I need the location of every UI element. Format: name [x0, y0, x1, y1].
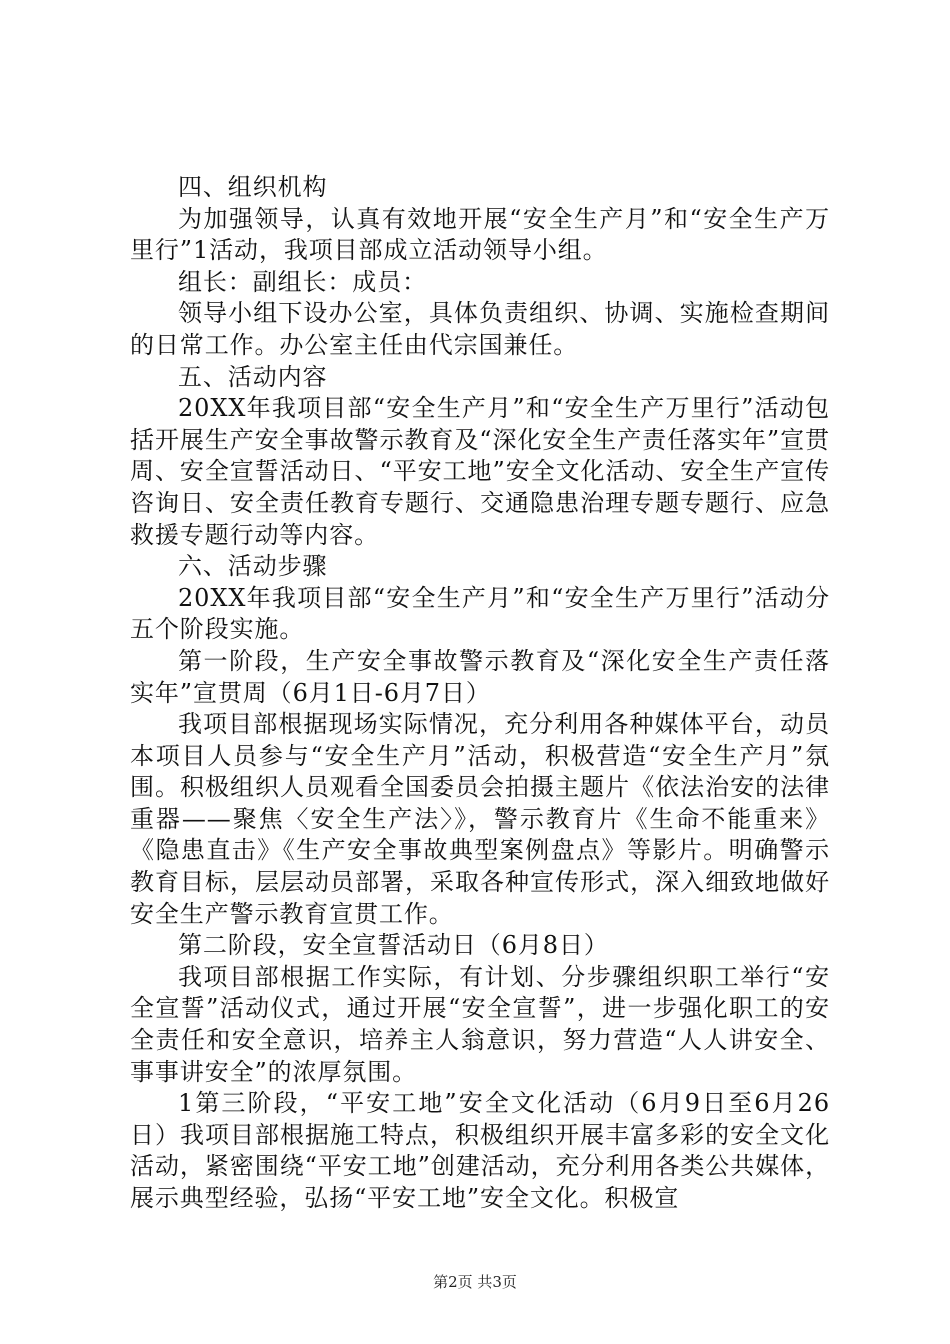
stage-heading-1: 第一阶段，生产安全事故警示教育及“深化安全生产责任落实年”宣贯周（6月1日-6月7日）: [130, 646, 830, 707]
paragraph: 为加强领导，认真有效地开展“安全生产月”和“安全生产万里行”1活动，我项目部成立活动领导小组。: [130, 204, 830, 265]
section-heading-organization: 四、组织机构: [178, 173, 328, 201]
document-body: [130, 172, 830, 1215]
paragraph: 20XX年我项目部“安全生产月”和“安全生产万里行”活动包括开展生产安全事故警示教育及“深化安全生产责任落实年”宣贯周、安全宣誓活动日、“平安工地”安全文化活动、安全生产宣传咨询日、安全责任教育专题行、交通隐患治理专题专题行、应急救援专题行动等内容。: [130, 394, 830, 549]
page-number-footer: 第2页 共3页: [433, 1273, 517, 1291]
paragraph: 领导小组下设办公室，具体负责组织、协调、实施检查期间的日常工作。办公室主任由代宗国兼任。: [130, 299, 830, 359]
section-heading-steps: 六、活动步骤: [178, 552, 328, 581]
section-heading-content: 五、活动内容: [178, 362, 328, 391]
paragraph: 20XX年我项目部“安全生产月”和“安全生产万里行”活动分五个阶段实施。: [130, 583, 830, 644]
paragraph: 我项目部根据工作实际，有计划、分步骤组织职工举行“安全宣誓”活动仪式，通过开展“安全宣誓”，进一步强化职工的安全责任和安全意识，培养主人翁意识，努力营造“人人讲安全、事事讲安全”的浓厚氛围。: [130, 962, 830, 1086]
paragraph-stage-3: 1第三阶段，“平安工地”安全文化活动（6月9日至6月26日）我项目部根据施工特点，积极组织开展丰富多彩的安全文化活动，紧密围绕“平安工地”创建活动，充分利用各类公共媒体，展示典型经验，弘扬“平安工地”安全文化。积极宣: [130, 1089, 830, 1212]
paragraph: 我项目部根据现场实际情况，充分利用各种媒体平台，动员本项目人员参与“安全生产月”活动，积极营造“安全生产月”氛围。积极组织人员观看全国委员会拍摄主题片《依法治安的法律重器——聚焦〈安全生产法〉》，警示教育片《生命不能重来》《隐患直击》《生产安全事故典型案例盘点》等影片。明确警示教育目标，层层动员部署，采取各种宣传形式，深入细致地做好安全生产警示教育宣贯工作。: [130, 710, 830, 928]
stage-heading-2: 第二阶段，安全宣誓活动日（6月8日）: [178, 931, 609, 960]
paragraph-group-roles: 组长：副组长：成员：: [178, 267, 427, 296]
